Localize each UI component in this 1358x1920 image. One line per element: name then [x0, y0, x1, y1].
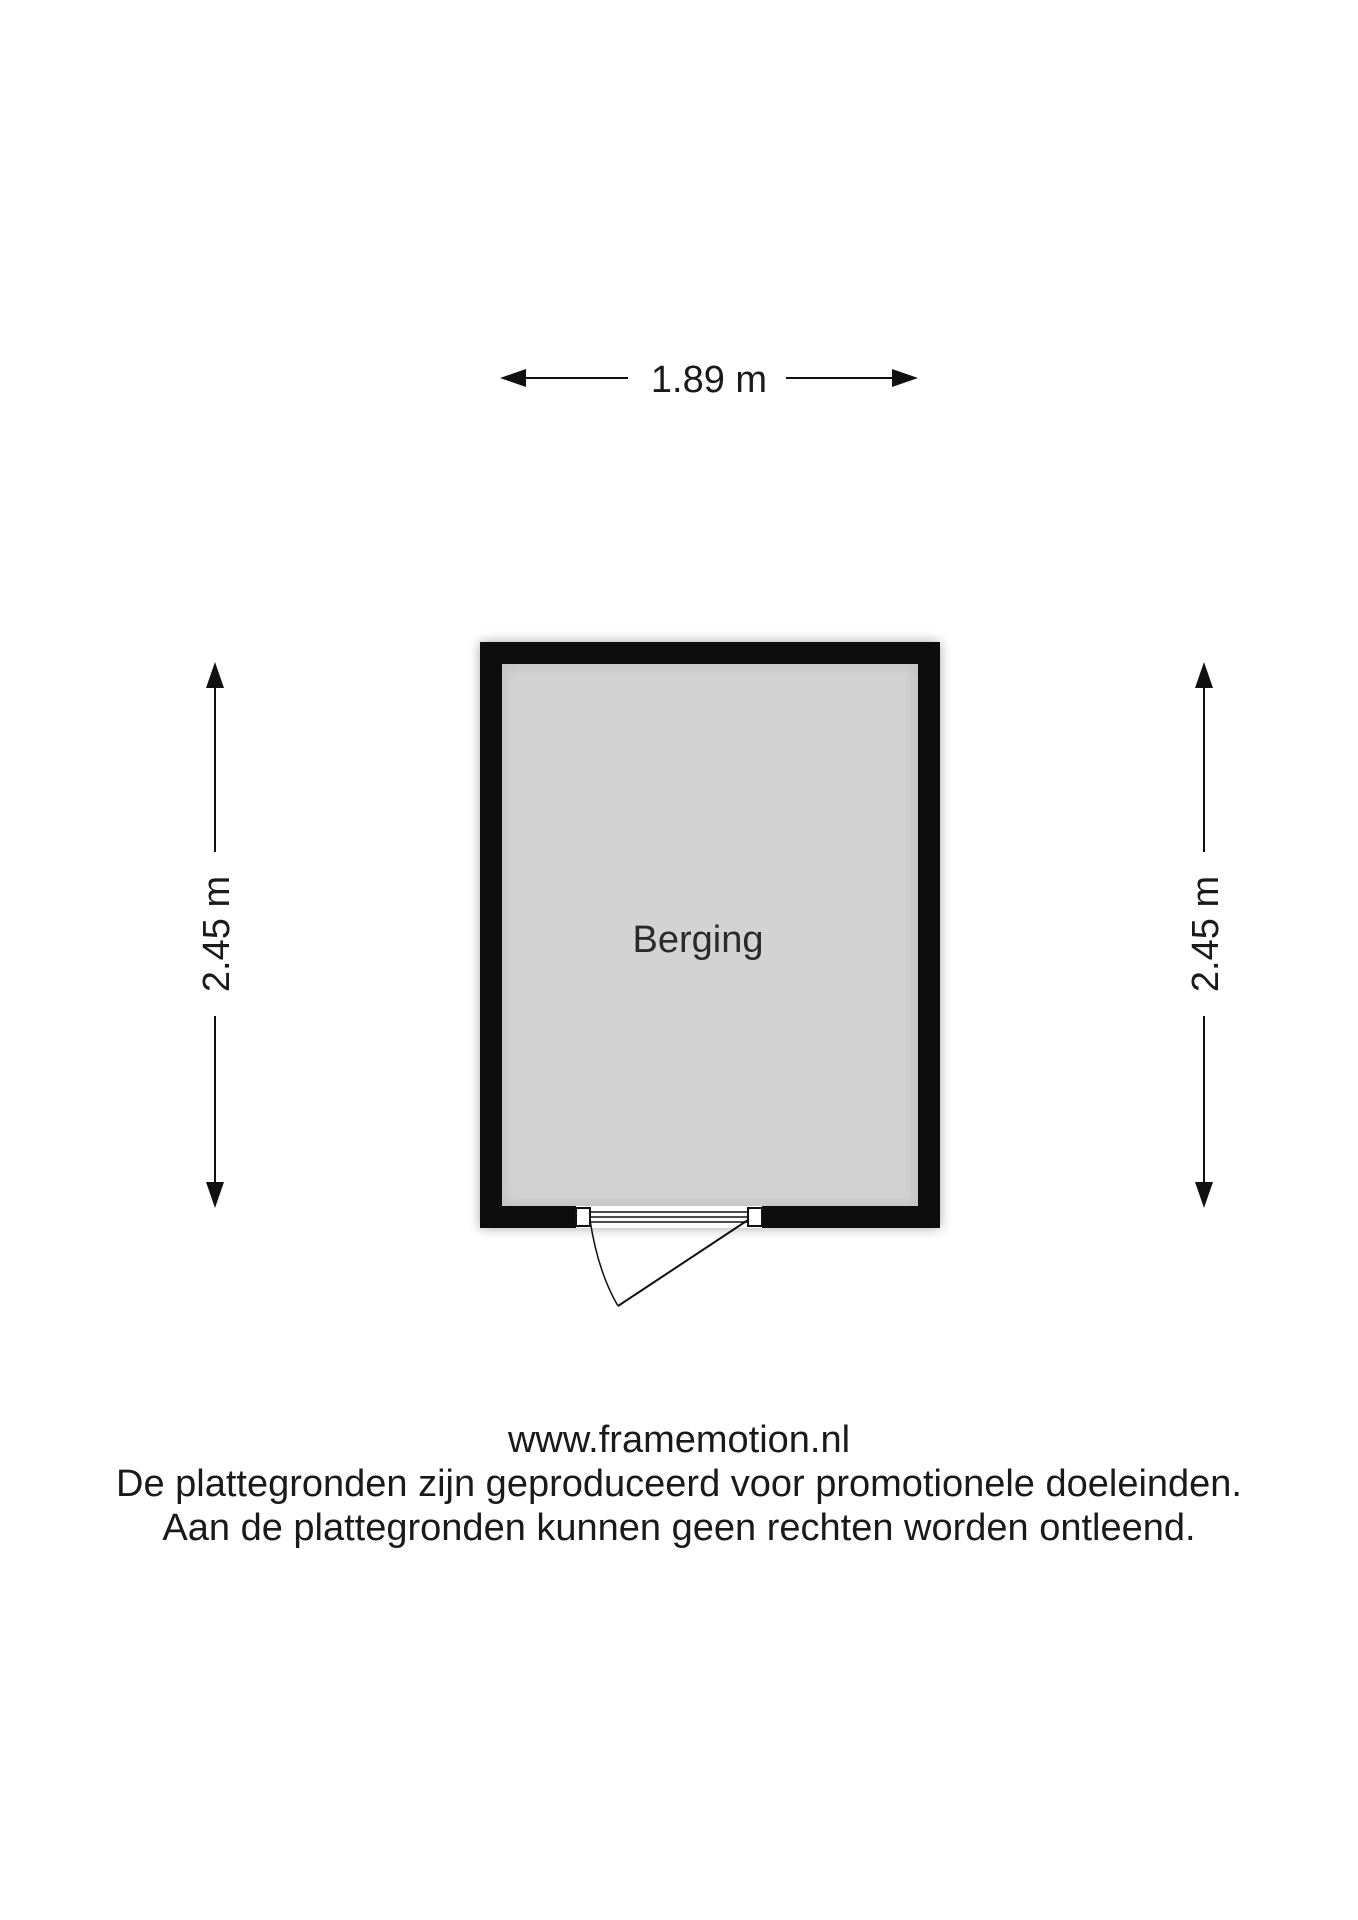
door-jamb-left	[576, 1208, 590, 1226]
room-label: Berging	[632, 919, 764, 961]
width-arrow-left-icon	[500, 369, 526, 387]
left-arrow-up-icon	[206, 662, 224, 688]
right-arrow-up-icon	[1195, 662, 1213, 688]
left-arrow-down-icon	[206, 1182, 224, 1208]
left-height-dimension	[196, 662, 238, 1208]
width-arrow-right-icon	[892, 369, 918, 387]
width-dimension-label: 1.89 m	[650, 359, 768, 401]
door-jamb-right	[748, 1208, 762, 1226]
footer-disclaimer-line-2: Aan de plattegronden kunnen geen rechten worden ontleend.	[162, 1507, 1196, 1549]
right-height-label: 2.45 m	[1185, 875, 1227, 993]
right-height-dimension	[1185, 662, 1227, 1208]
door	[576, 1206, 762, 1306]
door-leaf	[618, 1220, 748, 1306]
left-height-label: 2.45 m	[196, 875, 238, 993]
right-arrow-down-icon	[1195, 1182, 1213, 1208]
width-dimension	[500, 359, 918, 401]
footer-website: www.framemotion.nl	[507, 1419, 851, 1461]
door-swing-arc	[590, 1220, 618, 1306]
footer-disclaimer-line-1: De plattegronden zijn geproduceerd voor promotionele doeleinden.	[116, 1463, 1242, 1505]
room-berging	[480, 642, 940, 1228]
